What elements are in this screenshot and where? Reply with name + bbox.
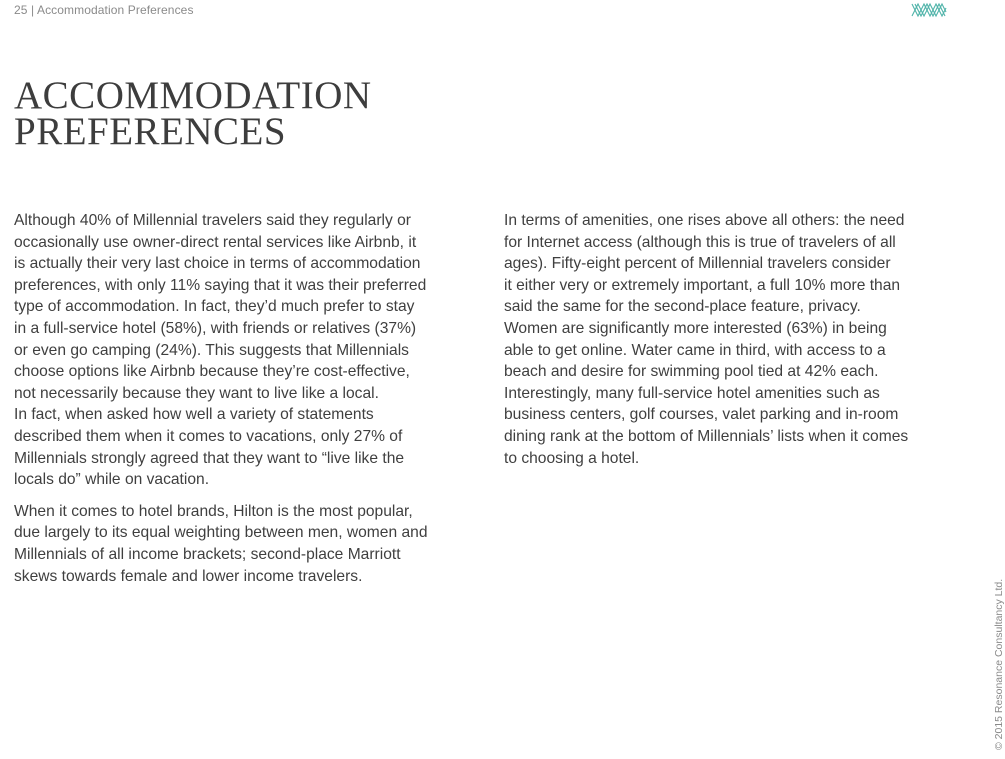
right-paragraph-1 xyxy=(504,210,949,469)
text-line: not necessarily because they want to live like a local. xyxy=(14,384,379,402)
text-line: for Internet access (although this is true of travelers of all xyxy=(504,233,896,251)
text-line: choose options like Airbnb because they’re cost-effective, xyxy=(14,363,410,381)
page-title-line-1: ACCOMMODATION xyxy=(14,74,372,117)
text-line: In terms of amenities, one rises above all others: the need xyxy=(504,212,905,229)
running-header: 25 | Accommodation Preferences xyxy=(14,3,194,17)
text-line: or even go camping (24%). This suggests that Millennials xyxy=(14,341,409,359)
left-paragraph-2 xyxy=(14,501,469,587)
text-line: preferences, with only 11% saying that it was their preferred xyxy=(14,276,427,294)
text-line: Millennials of all income brackets; second-place Marriott xyxy=(14,545,401,563)
text-line: Millennials strongly agreed that they want to “live like the xyxy=(14,449,405,467)
text-line: to choosing a hotel. xyxy=(504,449,640,467)
text-line: due largely to its equal weighting between men, women and xyxy=(14,524,428,542)
text-line: Women are significantly more interested (63%) in being xyxy=(504,319,887,337)
text-line: In fact, when asked how well a variety of statements xyxy=(14,406,374,424)
lattice-logo-icon xyxy=(911,2,947,18)
text-line: is actually their very last choice in terms of accommodation xyxy=(14,255,421,273)
text-line: in a full-service hotel (58%), with friends or relatives (37%) xyxy=(14,319,417,337)
left-text-column xyxy=(14,210,469,597)
text-line: beach and desire for swimming pool tied at 42% each. xyxy=(504,363,879,381)
left-paragraph-1 xyxy=(14,210,469,491)
text-line: ages). Fifty-eight percent of Millennial travelers consider xyxy=(504,255,891,273)
text-line: able to get online. Water came in third, with access to a xyxy=(504,341,886,359)
right-text-column xyxy=(504,210,949,479)
text-line: dining rank at the bottom of Millennials’ lists when it comes xyxy=(504,427,909,445)
text-line: When it comes to hotel brands, Hilton is the most popular, xyxy=(14,502,413,520)
text-line: type of accommodation. In fact, they’d much prefer to stay xyxy=(14,298,415,316)
page-title-line-2: PREFERENCES xyxy=(14,110,287,153)
copyright-notice: © 2015 Resonance Consultancy Ltd. xyxy=(993,578,1005,750)
text-line: it either very or extremely important, a full 10% more than xyxy=(504,276,901,294)
text-line: business centers, golf courses, valet parking and in-room xyxy=(504,406,899,424)
page-title xyxy=(14,74,494,153)
text-line: said the same for the second-place feature, privacy. xyxy=(504,298,861,316)
text-line: skews towards female and lower income travelers. xyxy=(14,567,363,585)
text-line: locals do” while on vacation. xyxy=(14,471,210,489)
text-line: Although 40% of Millennial travelers said they regularly or xyxy=(14,212,411,229)
text-line: Interestingly, many full-service hotel amenities such as xyxy=(504,384,880,402)
text-line: occasionally use owner-direct rental services like Airbnb, it xyxy=(14,233,417,251)
text-line: described them when it comes to vacations, only 27% of xyxy=(14,427,403,445)
